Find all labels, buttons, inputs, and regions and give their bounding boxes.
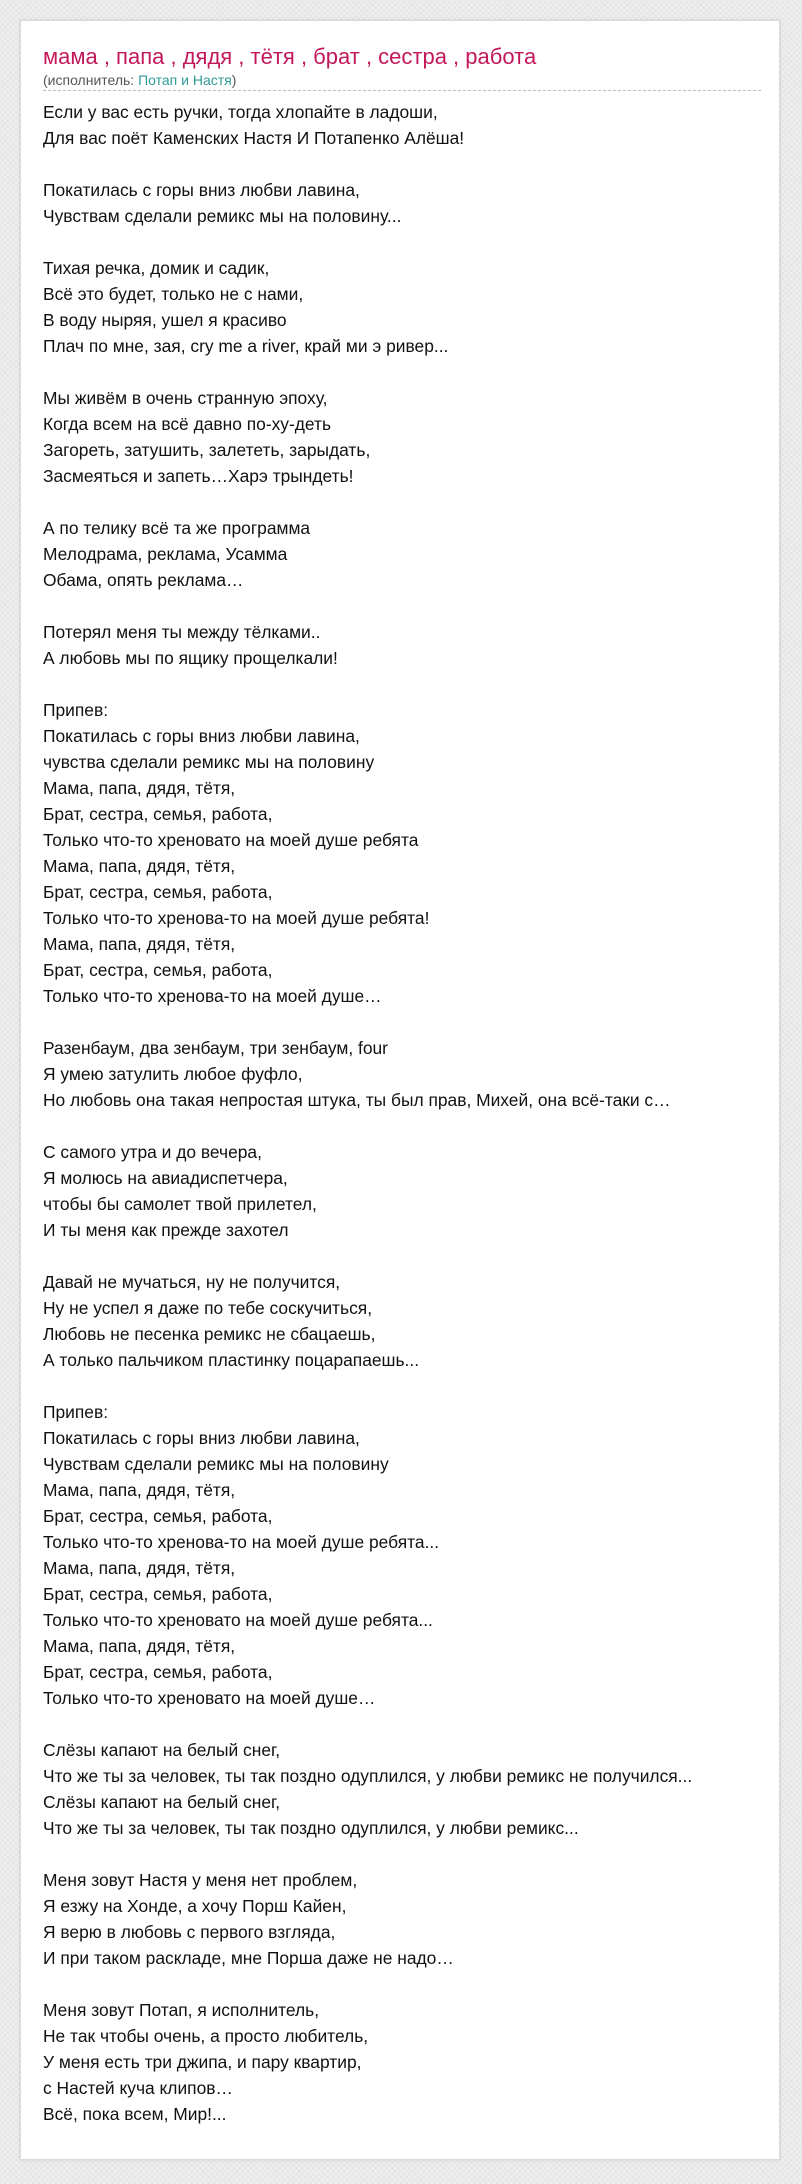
lyric-line: Давай не мучаться, ну не получится, [43,1272,341,1292]
lyric-line: Я умею затулить любое фуфло, [43,1064,303,1084]
lyric-line: А по телику всё та же программа [43,518,311,538]
lyric-line: Брат, сестра, семья, работа, [43,1662,273,1682]
lyric-line: Покатилась с горы вниз любви лавина, [43,1428,360,1448]
stanza-break [43,1841,779,1867]
lyric-line: Потерял меня ты между тёлками.. [43,622,321,642]
lyric-line: Всё это будет, только не с нами, [43,284,304,304]
stanza-break [43,1243,779,1269]
lyric-line: И при таком раскладе, мне Порша даже не надо… [43,1948,454,1968]
lyric-line: Что же ты за человек, ты так поздно одуплился, у любви ремикс не получился... [43,1766,693,1786]
lyric-line: Чувствам сделали ремикс мы на половину... [43,206,402,226]
lyric-line: Брат, сестра, семья, работа, [43,1584,273,1604]
lyric-line: Загореть, затушить, залететь, зарыдать, [43,440,371,460]
lyric-line: Слёзы капают на белый снег, [43,1740,281,1760]
stanza-break [43,671,779,697]
lyric-line: Мама, папа, дядя, тётя, [43,1480,236,1500]
lyric-line: И ты меня как прежде захотел [43,1220,289,1240]
lyric-line: Но любовь она такая непростая штука, ты был прав, Михей, она всё-таки с… [43,1090,671,1110]
lyric-line: с Настей куча клипов… [43,2078,233,2098]
stanza-break [43,1009,779,1035]
lyric-line: В воду ныряя, ушел я красиво [43,310,287,330]
lyric-line: Покатилась с горы вниз любви лавина, [43,180,360,200]
lyrics-text [43,99,779,2127]
lyric-line: Если у вас есть ручки, тогда хлопайте в ладоши, [43,102,438,122]
stanza-break [43,1373,779,1399]
lyric-line: Меня зовут Настя у меня нет проблем, [43,1870,358,1890]
lyric-line: Я верю в любовь с первого взгляда, [43,1922,336,1942]
stanza-break [43,1711,779,1737]
stanza-break [43,359,779,385]
lyric-line: Мы живём в очень странную эпоху, [43,388,328,408]
lyric-line: Только что-то хренова-то на моей душе ребята! [43,908,430,928]
lyric-line: Ну не успел я даже по тебе соскучиться, [43,1298,373,1318]
stanza-break [43,1971,779,1997]
lyric-line: Брат, сестра, семья, работа, [43,1506,273,1526]
lyric-line: Мама, папа, дядя, тётя, [43,856,236,876]
lyric-line: чтобы бы самолет твой прилетел, [43,1194,317,1214]
lyric-line: Только что-то хреновато на моей душе… [43,1688,376,1708]
lyric-line: Не так чтобы очень, а просто любитель, [43,2026,369,2046]
lyric-line: Чувствам сделали ремикс мы на половину [43,1454,389,1474]
lyric-line: Брат, сестра, семья, работа, [43,882,273,902]
lyric-line: Только что-то хреновато на моей душе ребята [43,830,419,850]
lyric-line: Слёзы капают на белый снег, [43,1792,281,1812]
performer-line [43,71,761,91]
lyric-line: чувства сделали ремикс мы на половину [43,752,375,772]
lyric-line: Брат, сестра, семья, работа, [43,960,273,980]
lyric-line: Мама, папа, дядя, тётя, [43,1636,236,1656]
lyric-line: Что же ты за человек, ты так поздно одуплился, у любви ремикс... [43,1818,579,1838]
lyric-line: Тихая речка, домик и садик, [43,258,270,278]
lyric-line: Покатилась с горы вниз любви лавина, [43,726,360,746]
stanza-break [43,151,779,177]
lyric-line: Для вас поёт Каменских Настя И Потапенко Алёша! [43,128,465,148]
lyric-line: Мелодрама, реклама, Усамма [43,544,288,564]
lyrics-card [20,20,780,2160]
lyric-line: А только пальчиком пластинку поцарапаешь... [43,1350,420,1370]
lyric-line: Только что-то хренова-то на моей душе ребята... [43,1532,440,1552]
stanza-break [43,229,779,255]
lyric-line: А любовь мы по ящику прощелкали! [43,648,338,668]
performer-prefix: (исполнитель: [43,72,139,88]
lyric-line: Засмеяться и запеть…Харэ трындеть! [43,466,354,486]
lyric-line: Мама, папа, дядя, тётя, [43,934,236,954]
lyric-line: Любовь не песенка ремикс не сбацаешь, [43,1324,376,1344]
lyric-line: Брат, сестра, семья, работа, [43,804,273,824]
song-title: мама , папа , дядя , тётя , брат , сестра , работа [43,44,537,69]
lyric-line: Разенбаум, два зенбаум, три зенбаум, four [43,1038,388,1058]
stanza-break [43,1113,779,1139]
lyric-line: Я молюсь на авиадиспетчера, [43,1168,288,1188]
stanza-break [43,593,779,619]
lyric-line: Меня зовут Потап, я исполнитель, [43,2000,320,2020]
lyric-line: Только что-то хренова-то на моей душе… [43,986,382,1006]
lyric-line: Плач по мне, зая, cry me a river, край ми э ривер... [43,336,449,356]
lyric-line: Всё, пока всем, Мир!... [43,2104,227,2124]
lyric-line: Обама, опять реклама… [43,570,244,590]
lyric-line: Только что-то хреновато на моей душе ребята... [43,1610,433,1630]
lyric-line: Мама, папа, дядя, тётя, [43,1558,236,1578]
lyric-line: Припев: [43,1402,109,1422]
performer-link[interactable]: Потап и Настя [138,72,232,88]
lyric-line: Мама, папа, дядя, тётя, [43,778,236,798]
performer-suffix: ) [231,72,237,88]
lyric-line: Я езжу на Хонде, а хочу Порш Кайен, [43,1896,347,1916]
lyric-line: Припев: [43,700,109,720]
lyric-line: С самого утра и до вечера, [43,1142,262,1162]
stanza-break [43,489,779,515]
lyric-line: У меня есть три джипа, и пару квартир, [43,2052,362,2072]
lyric-line: Когда всем на всё давно по-ху-деть [43,414,332,434]
